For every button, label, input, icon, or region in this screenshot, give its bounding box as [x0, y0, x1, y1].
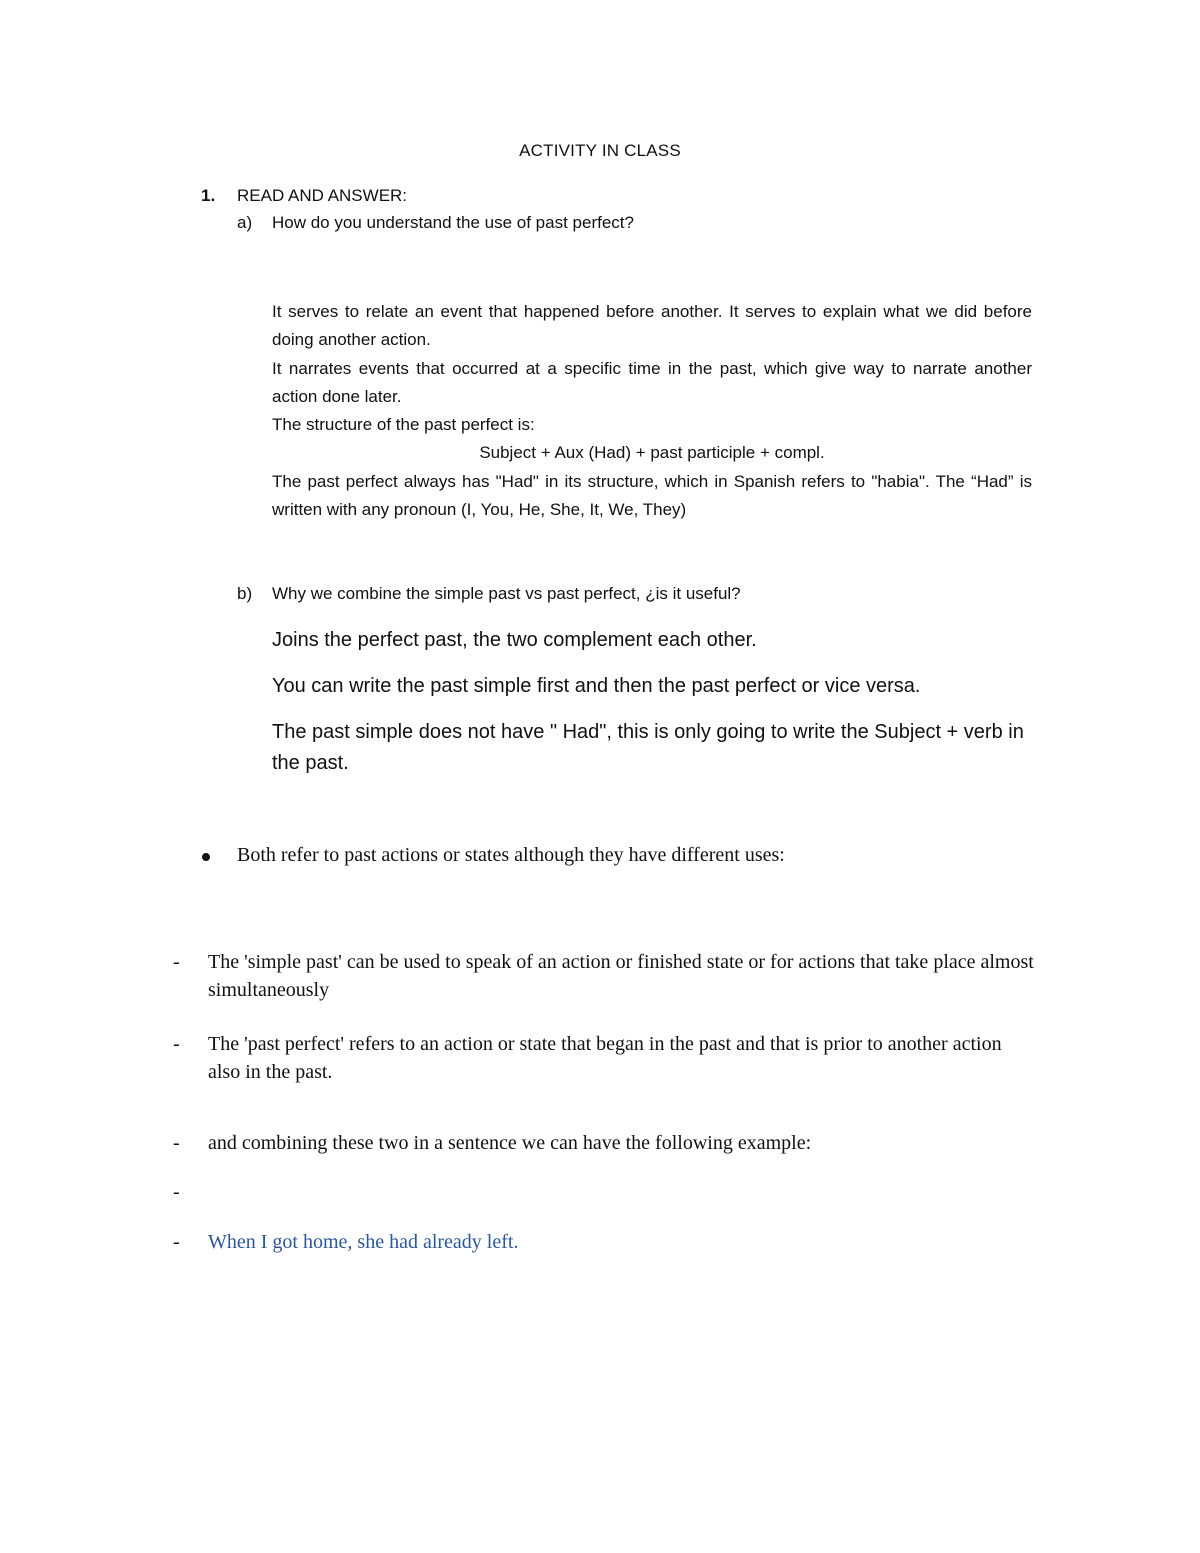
answer-a-formula: Subject + Aux (Had) + past participle + compl.	[479, 443, 825, 463]
bullet-text: Both refer to past actions or states although they have different uses:	[237, 844, 785, 866]
answer-a-block	[272, 298, 1032, 524]
document-title: ACTIVITY IN CLASS	[519, 141, 681, 160]
dash-item-example-sentence: When I got home, she had already left.	[208, 1231, 519, 1253]
answer-b-block	[272, 625, 1052, 794]
answer-a-line-4: The past perfect always has "Had" in its structure, which in Spanish refers to "habia". The “Had” is written with any pronoun (I, You, He, She, It, We, They)	[272, 471, 1032, 520]
question-b-text: Why we combine the simple past vs past perfect, ¿is it useful?	[272, 584, 741, 603]
dash-item-combining: and combining these two in a sentence we can have the following example:	[208, 1132, 812, 1154]
question-a-letter: a)	[237, 213, 253, 232]
answer-b-paragraph-1: Joins the perfect past, the two complement each other.	[272, 629, 757, 651]
question-a-text: How do you understand the use of past perfect?	[272, 213, 634, 232]
answer-a-line-1: It serves to relate an event that happened before another. It serves to explain what we did before doing another action.	[272, 302, 1032, 350]
dash-marker: -	[173, 1231, 180, 1253]
answer-a-line-2: It narrates events that occurred at a specific time in the past, which give way to narrate another action done later.	[272, 358, 1032, 406]
dash-marker: -	[173, 951, 180, 973]
answer-b-paragraph-3: The past simple does not have " Had", this is only going to write the Subject + verb in the past.	[272, 721, 1024, 774]
bullet-dot-icon	[202, 853, 210, 861]
answer-b-paragraph-2: You can write the past simple first and then the past perfect or vice versa.	[272, 675, 921, 697]
section-heading: READ AND ANSWER:	[237, 186, 408, 205]
dash-item-simple-past: The 'simple past' can be used to speak of an action or finished state or for actions that take place almost simultaneously	[208, 951, 1034, 1001]
dash-marker: -	[173, 1132, 180, 1154]
answer-a-line-3: The structure of the past perfect is:	[272, 415, 535, 435]
dash-item-past-perfect: The 'past perfect' refers to an action or state that began in the past and that is prior to another action also in the past.	[208, 1033, 1002, 1083]
dash-marker: -	[173, 1033, 180, 1055]
dash-marker: -	[173, 1181, 180, 1203]
question-b-letter: b)	[237, 584, 253, 603]
section-number: 1.	[201, 186, 216, 205]
